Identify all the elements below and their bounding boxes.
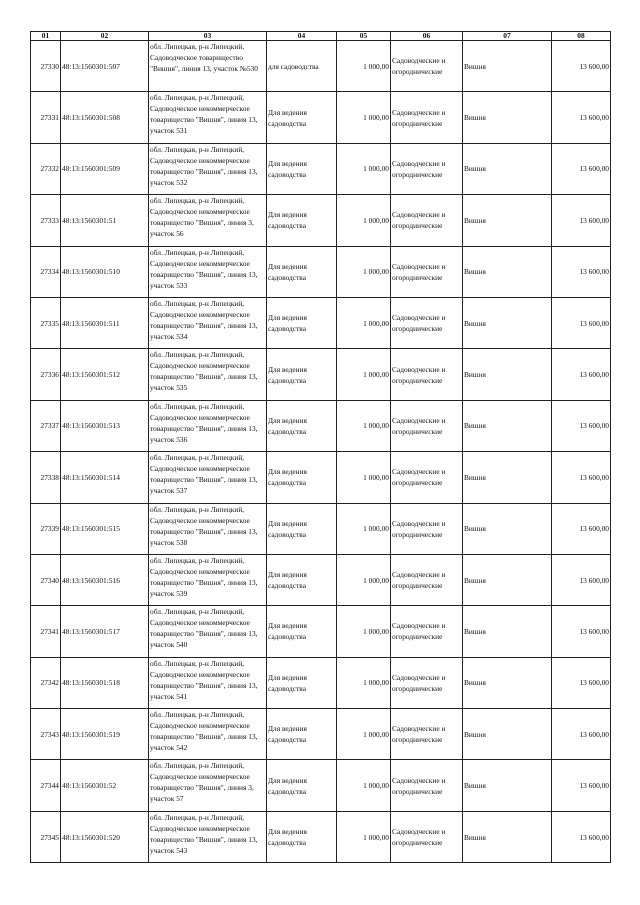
cadastral-value-cell: 13 600,00 — [552, 349, 611, 400]
row-number-cell: 27334 — [31, 246, 61, 297]
address-cell — [149, 606, 267, 657]
permitted-use-cell: Для ведения садоводства — [267, 297, 337, 348]
land-category-cell: Садоводческие и огороднические — [391, 195, 463, 246]
cadastral-value-cell: 13 600,00 — [552, 606, 611, 657]
table-row — [31, 811, 611, 862]
partnership-name-cell: Вишня — [463, 709, 552, 760]
partnership-name-cell: Вишня — [463, 606, 552, 657]
address-text: обл. Липецкая, р-н Липецкий, Садоводческое некоммерческое товарищество "Вишня", линия 13, участок 536 — [150, 401, 258, 444]
address-cell — [149, 811, 267, 862]
table-row — [31, 246, 611, 297]
partnership-name-cell: Вишня — [463, 246, 552, 297]
row-number-cell: 27337 — [31, 400, 61, 451]
cadastral-number-cell: 48:13:1560301:511 — [61, 297, 149, 348]
permitted-use-cell: Для ведения садоводства — [267, 657, 337, 708]
row-number-cell: 27336 — [31, 349, 61, 400]
address-text: обл. Липецкая, р-н Липецкий, Садоводческое некоммерческое товарищество "Вишня", линия 13, участок 532 — [150, 144, 258, 187]
address-cell — [149, 503, 267, 554]
partnership-name-cell: Вишня — [463, 400, 552, 451]
land-category-cell: Садоводческие и огороднические — [391, 41, 463, 92]
land-category-cell: Садоводческие и огороднические — [391, 606, 463, 657]
row-number-cell: 27339 — [31, 503, 61, 554]
table-row — [31, 452, 611, 503]
column-header-06: 06 — [391, 32, 463, 41]
cadastral-number-cell: 48:13:1560301:514 — [61, 452, 149, 503]
area-cell: 1 000,00 — [337, 606, 391, 657]
address-text: обл. Липецкая, р-н Липецкий, Садоводческое некоммерческое товарищество "Вишня", линия 13, участок 538 — [150, 504, 258, 547]
column-header-03: 03 — [149, 32, 267, 41]
permitted-use-cell: Для ведения садоводства — [267, 92, 337, 143]
area-cell: 1 000,00 — [337, 349, 391, 400]
table-row — [31, 92, 611, 143]
area-cell: 1 000,00 — [337, 41, 391, 92]
cadastral-number-cell: 48:13:1560301:507 — [61, 41, 149, 92]
land-category-cell: Садоводческие и огороднические — [391, 143, 463, 194]
address-text: обл. Липецкая, р-н Липецкий, Садоводческое некоммерческое товарищество "Вишня", линия 13, участок 534 — [150, 298, 258, 341]
address-text: обл. Липецкая, р-н Липецкий, Садоводческое некоммерческое товарищество "Вишня", линия 13, участок 542 — [150, 710, 258, 753]
row-number-cell: 27333 — [31, 195, 61, 246]
address-text: обл. Липецкая, р-н Липецкий, Садоводческое некоммерческое товарищество "Вишня", линия 3, участок 57 — [150, 761, 254, 804]
address-text: обл. Липецкая, р-н Липецкий, Садоводческое товарищество "Вишня", линия 13, участок №530 — [150, 42, 258, 73]
cadastral-value-cell: 13 600,00 — [552, 657, 611, 708]
permitted-use-cell: Для ведения садоводства — [267, 349, 337, 400]
address-cell — [149, 92, 267, 143]
address-cell — [149, 709, 267, 760]
partnership-name-cell: Вишня — [463, 811, 552, 862]
table-row — [31, 195, 611, 246]
partnership-name-cell: Вишня — [463, 41, 552, 92]
cadastral-number-cell: 48:13:1560301:520 — [61, 811, 149, 862]
cadastral-value-cell: 13 600,00 — [552, 503, 611, 554]
permitted-use-cell: Для ведения садоводства — [267, 606, 337, 657]
cadastral-number-cell: 48:13:1560301:512 — [61, 349, 149, 400]
table-row — [31, 400, 611, 451]
area-cell: 1 000,00 — [337, 503, 391, 554]
partnership-name-cell: Вишня — [463, 92, 552, 143]
permitted-use-cell: Для ведения садоводства — [267, 246, 337, 297]
address-cell — [149, 143, 267, 194]
cadastral-value-cell: 13 600,00 — [552, 297, 611, 348]
table-row — [31, 297, 611, 348]
partnership-name-cell: Вишня — [463, 760, 552, 811]
address-text: обл. Липецкая, р-н Липецкий, Садоводческое некоммерческое товарищество "Вишня", линия 13, участок 539 — [150, 555, 258, 598]
land-category-cell: Садоводческие и огороднические — [391, 297, 463, 348]
partnership-name-cell: Вишня — [463, 503, 552, 554]
column-header-01: 01 — [31, 32, 61, 41]
partnership-name-cell: Вишня — [463, 195, 552, 246]
address-text: обл. Липецкая, р-н Липецкий, Садоводческое некоммерческое товарищество "Вишня", линия 13, участок 531 — [150, 93, 258, 136]
area-cell: 1 000,00 — [337, 143, 391, 194]
area-cell: 1 000,00 — [337, 400, 391, 451]
area-cell: 1 000,00 — [337, 657, 391, 708]
partnership-name-cell: Вишня — [463, 143, 552, 194]
column-header-04: 04 — [267, 32, 337, 41]
partnership-name-cell: Вишня — [463, 297, 552, 348]
row-number-cell: 27345 — [31, 811, 61, 862]
address-text: обл. Липецкая, р-н Липецкий, Садоводческое некоммерческое товарищество "Вишня", линия 13, участок 541 — [150, 658, 258, 701]
address-text: обл. Липецкая, р-н Липецкий, Садоводческое некоммерческое товарищество "Вишня", линия 13, участок 537 — [150, 453, 258, 496]
permitted-use-cell: Для ведения садоводства — [267, 400, 337, 451]
column-header-08: 08 — [552, 32, 611, 41]
address-cell — [149, 400, 267, 451]
land-category-cell: Садоводческие и огороднические — [391, 400, 463, 451]
row-number-cell: 27342 — [31, 657, 61, 708]
land-category-cell: Садоводческие и огороднические — [391, 811, 463, 862]
cadastral-number-cell: 48:13:1560301:517 — [61, 606, 149, 657]
address-cell — [149, 554, 267, 605]
row-number-cell: 27335 — [31, 297, 61, 348]
cadastral-value-cell: 13 600,00 — [552, 400, 611, 451]
partnership-name-cell: Вишня — [463, 554, 552, 605]
area-cell: 1 000,00 — [337, 92, 391, 143]
table-row — [31, 349, 611, 400]
cadastral-value-cell: 13 600,00 — [552, 143, 611, 194]
land-category-cell: Садоводческие и огороднические — [391, 246, 463, 297]
cadastral-number-cell: 48:13:1560301:518 — [61, 657, 149, 708]
address-text: обл. Липецкая, р-н Липецкий, Садоводческое некоммерческое товарищество "Вишня", линия 13, участок 535 — [150, 350, 258, 393]
area-cell: 1 000,00 — [337, 297, 391, 348]
address-cell — [149, 760, 267, 811]
address-cell — [149, 657, 267, 708]
cadastral-value-cell: 13 600,00 — [552, 92, 611, 143]
table-row — [31, 554, 611, 605]
cadastral-value-cell: 13 600,00 — [552, 246, 611, 297]
table-row — [31, 143, 611, 194]
column-header-07: 07 — [463, 32, 552, 41]
land-category-cell: Садоводческие и огороднические — [391, 452, 463, 503]
partnership-name-cell: Вишня — [463, 452, 552, 503]
cadastral-value-cell: 13 600,00 — [552, 760, 611, 811]
permitted-use-cell: Для ведения садоводства — [267, 143, 337, 194]
table-row — [31, 760, 611, 811]
land-category-cell: Садоводческие и огороднические — [391, 760, 463, 811]
address-cell — [149, 452, 267, 503]
permitted-use-cell: Для ведения садоводства — [267, 760, 337, 811]
cadastral-number-cell: 48:13:1560301:508 — [61, 92, 149, 143]
row-number-cell: 27330 — [31, 41, 61, 92]
land-category-cell: Садоводческие и огороднические — [391, 349, 463, 400]
permitted-use-cell: Для ведения садоводства — [267, 811, 337, 862]
land-category-cell: Садоводческие и огороднические — [391, 709, 463, 760]
cadastral-value-cell: 13 600,00 — [552, 709, 611, 760]
area-cell: 1 000,00 — [337, 452, 391, 503]
address-cell — [149, 297, 267, 348]
table-row — [31, 606, 611, 657]
land-category-cell: Садоводческие и огороднические — [391, 657, 463, 708]
table-row — [31, 503, 611, 554]
table-row — [31, 657, 611, 708]
partnership-name-cell: Вишня — [463, 349, 552, 400]
cadastral-number-cell: 48:13:1560301:51 — [61, 195, 149, 246]
cadastral-value-cell: 13 600,00 — [552, 811, 611, 862]
cadastral-value-cell: 13 600,00 — [552, 195, 611, 246]
row-number-cell: 27340 — [31, 554, 61, 605]
table-row — [31, 709, 611, 760]
address-text: обл. Липецкая, р-н Липецкий, Садоводческое некоммерческое товарищество "Вишня", линия 13, участок 540 — [150, 607, 258, 650]
area-cell: 1 000,00 — [337, 709, 391, 760]
address-cell — [149, 195, 267, 246]
table-row — [31, 41, 611, 92]
row-number-cell: 27341 — [31, 606, 61, 657]
address-cell — [149, 246, 267, 297]
cadastral-value-cell: 13 600,00 — [552, 554, 611, 605]
cadastral-number-cell: 48:13:1560301:515 — [61, 503, 149, 554]
row-number-cell: 27338 — [31, 452, 61, 503]
area-cell: 1 000,00 — [337, 760, 391, 811]
row-number-cell: 27343 — [31, 709, 61, 760]
permitted-use-cell: Для ведения садоводства — [267, 452, 337, 503]
address-text: обл. Липецкая, р-н Липецкий, Садоводческое некоммерческое товарищество "Вишня", линия 13, участок 543 — [150, 812, 258, 855]
permitted-use-cell: Для ведения садоводства — [267, 195, 337, 246]
cadastral-number-cell: 48:13:1560301:509 — [61, 143, 149, 194]
cadastral-number-cell: 48:13:1560301:52 — [61, 760, 149, 811]
address-cell — [149, 41, 267, 92]
cadastral-number-cell: 48:13:1560301:519 — [61, 709, 149, 760]
cadastral-number-cell: 48:13:1560301:510 — [61, 246, 149, 297]
land-category-cell: Садоводческие и огороднические — [391, 554, 463, 605]
cadastral-number-cell: 48:13:1560301:513 — [61, 400, 149, 451]
address-text: обл. Липецкая, р-н Липецкий, Садоводческое некоммерческое товарищество "Вишня", линия 3, участок 56 — [150, 196, 254, 239]
address-text: обл. Липецкая, р-н Липецкий, Садоводческое некоммерческое товарищество "Вишня", линия 13, участок 533 — [150, 247, 258, 290]
area-cell: 1 000,00 — [337, 246, 391, 297]
permitted-use-cell: Для ведения садоводства — [267, 503, 337, 554]
row-number-cell: 27331 — [31, 92, 61, 143]
row-number-cell: 27344 — [31, 760, 61, 811]
column-header-02: 02 — [61, 32, 149, 41]
cadastral-value-cell: 13 600,00 — [552, 452, 611, 503]
permitted-use-cell: Для ведения садоводства — [267, 554, 337, 605]
address-cell — [149, 349, 267, 400]
area-cell: 1 000,00 — [337, 554, 391, 605]
land-parcels-table — [30, 31, 611, 863]
header-row — [31, 32, 611, 41]
area-cell: 1 000,00 — [337, 811, 391, 862]
land-category-cell: Садоводческие и огороднические — [391, 92, 463, 143]
row-number-cell: 27332 — [31, 143, 61, 194]
cadastral-number-cell: 48:13:1560301:516 — [61, 554, 149, 605]
cadastral-value-cell: 13 600,00 — [552, 41, 611, 92]
column-header-05: 05 — [337, 32, 391, 41]
area-cell: 1 000,00 — [337, 195, 391, 246]
permitted-use-cell: Для ведения садоводства — [267, 709, 337, 760]
partnership-name-cell: Вишня — [463, 657, 552, 708]
permitted-use-cell: для садоводства — [267, 41, 337, 92]
land-category-cell: Садоводческие и огороднические — [391, 503, 463, 554]
